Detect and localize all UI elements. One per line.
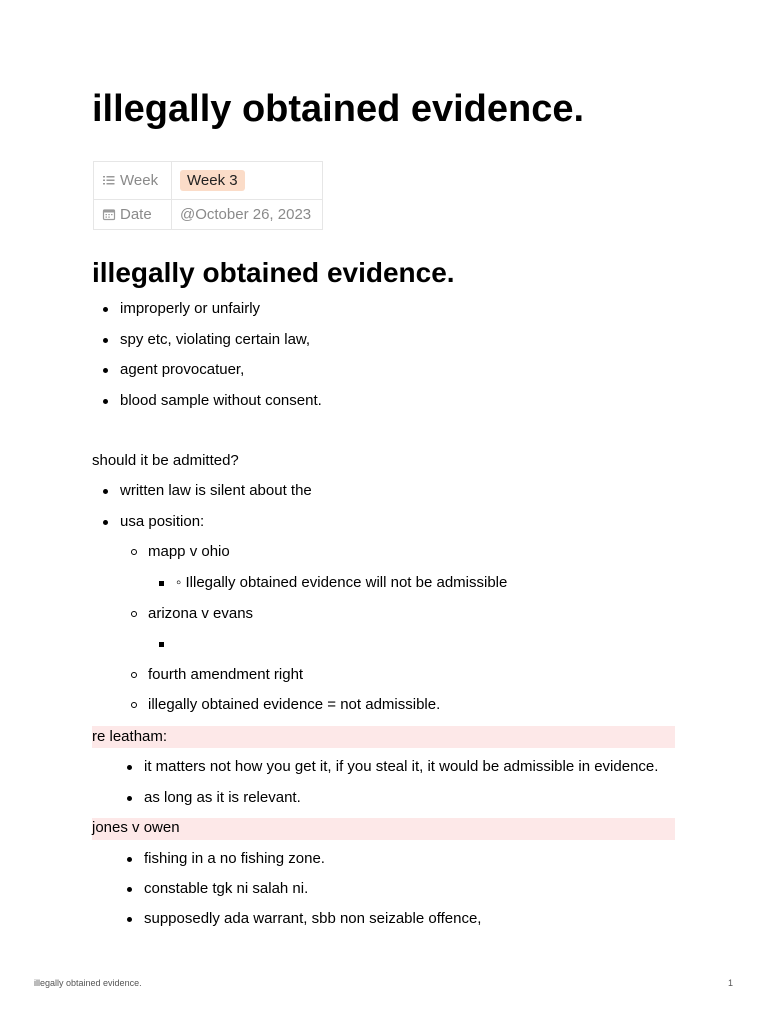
property-name-week [94, 162, 172, 200]
page-number: 1 [727, 978, 733, 988]
case-item: fourth amendment right [148, 666, 304, 683]
property-label-week: Week [120, 172, 159, 189]
property-value-date[interactable] [172, 200, 323, 230]
case-item: illegally obtained evidence = not admissible. [148, 696, 441, 713]
properties-table [93, 161, 323, 230]
list-item: usa position: [120, 513, 205, 530]
list-item: blood sample without consent. [120, 392, 322, 409]
week-tag: Week 3 [180, 170, 245, 191]
question-text: should it be admitted? [92, 452, 239, 469]
case-note: ◦ Illegally obtained evidence will not be admissible [176, 574, 508, 591]
list-item: spy etc, violating certain law, [120, 331, 311, 348]
case-heading-re-leatham: re leatham: [92, 728, 168, 745]
list-item: supposedly ada warrant, sbb non seizable offence, [144, 910, 482, 927]
list-item: constable tgk ni salah ni. [144, 880, 309, 897]
list-item: improperly or unfairly [120, 300, 261, 317]
list-item: it matters not how you get it, if you steal it, it would be admissible in evidence. [144, 758, 659, 775]
property-week [94, 162, 323, 200]
list-item: fishing in a no fishing zone. [144, 850, 325, 867]
property-label-date: Date [120, 206, 152, 223]
case-item: mapp v ohio [148, 543, 230, 560]
highlight-block [92, 726, 675, 748]
section-heading: illegally obtained evidence. [92, 257, 455, 288]
list-item: agent provocatuer, [120, 361, 245, 378]
case-item: arizona v evans [148, 605, 254, 622]
list-item: written law is silent about the [120, 482, 312, 499]
case-heading-jones-v-owen: jones v owen [92, 819, 180, 836]
property-value-week[interactable] [172, 162, 323, 200]
property-date [94, 200, 323, 230]
list-icon [102, 173, 116, 187]
property-name-date [94, 200, 172, 230]
date-value: @October 26, 2023 [180, 206, 312, 223]
footer-title: illegally obtained evidence. [34, 978, 142, 988]
calendar-icon [102, 207, 116, 221]
page-title: illegally obtained evidence. [92, 88, 585, 130]
list-item: as long as it is relevant. [144, 789, 301, 806]
